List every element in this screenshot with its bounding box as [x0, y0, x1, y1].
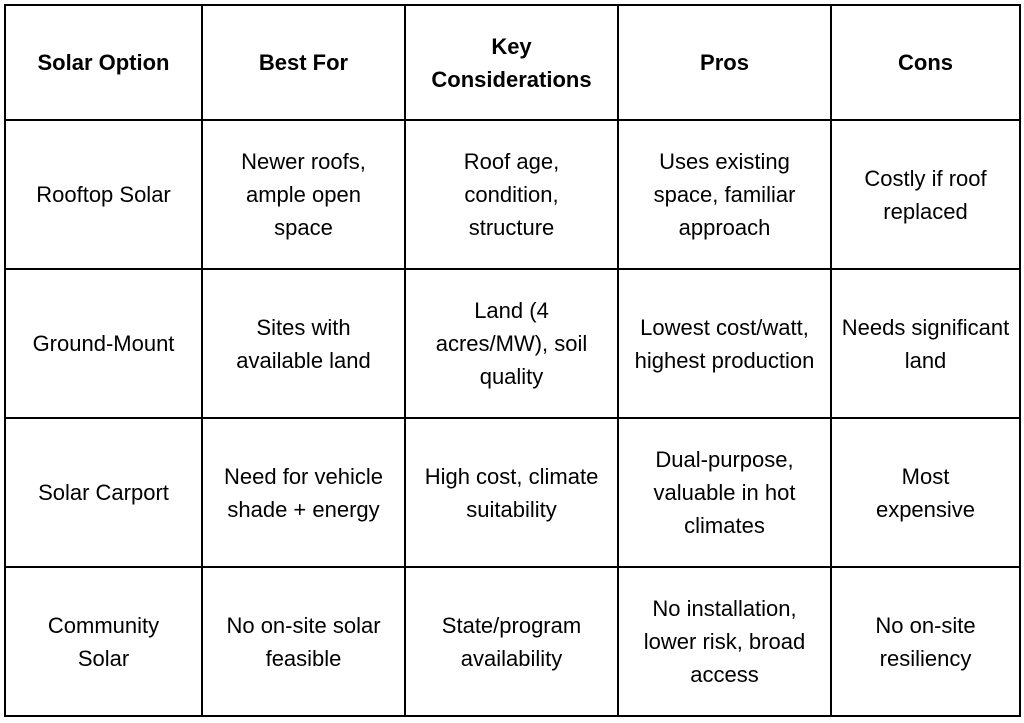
cell-cons: [831, 418, 1020, 567]
table-row: [5, 567, 1020, 716]
cell-pros: [618, 418, 831, 567]
cell-solar-option: [5, 120, 202, 269]
cell-solar-option: [5, 269, 202, 418]
table-row: [5, 120, 1020, 269]
cell-text: Ground-Mount: [32, 331, 175, 356]
cell-text: Newer roofs, ample open space: [241, 149, 366, 240]
header-key-considerations: [405, 5, 618, 120]
cell-key-considerations: [405, 269, 618, 418]
solar-options-table-container: [4, 4, 1021, 717]
cell-text: Community Solar: [47, 612, 160, 671]
header-solar-option: [5, 5, 202, 120]
cell-text: Needs significant land: [841, 314, 1010, 373]
cell-best-for: [202, 567, 405, 716]
cell-best-for: [202, 418, 405, 567]
cell-text: No installation, lower risk, broad access: [643, 596, 806, 687]
header-label: Key Considerations: [431, 33, 592, 92]
cell-text: No on-site resiliency: [875, 612, 976, 671]
cell-text: Land (4 acres/MW), soil quality: [435, 298, 588, 389]
cell-best-for: [202, 269, 405, 418]
cell-pros: [618, 567, 831, 716]
cell-text: Lowest cost/watt, highest production: [634, 314, 815, 373]
table-row: [5, 269, 1020, 418]
cell-text: Most expensive: [875, 463, 976, 522]
header-row: [5, 5, 1020, 120]
solar-options-table: [4, 4, 1021, 717]
header-label: Solar Option: [37, 50, 170, 75]
cell-key-considerations: [405, 418, 618, 567]
header-label: Cons: [898, 50, 953, 75]
header-best-for: [202, 5, 405, 120]
cell-text: Rooftop Solar: [36, 182, 171, 207]
cell-key-considerations: [405, 567, 618, 716]
table-header: [5, 5, 1020, 120]
cell-text: Sites with available land: [236, 314, 371, 373]
cell-text: No on-site solar feasible: [226, 612, 381, 671]
cell-pros: [618, 269, 831, 418]
cell-text: Solar Carport: [38, 480, 169, 505]
cell-text: High cost, climate suitability: [424, 463, 599, 522]
cell-cons: [831, 269, 1020, 418]
cell-text: Roof age, condition, structure: [463, 149, 560, 240]
header-cons: [831, 5, 1020, 120]
cell-cons: [831, 120, 1020, 269]
table-body: [5, 120, 1020, 716]
cell-text: Dual-purpose, valuable in hot climates: [653, 447, 796, 538]
header-label: Pros: [700, 50, 749, 75]
cell-best-for: [202, 120, 405, 269]
cell-solar-option: [5, 418, 202, 567]
header-pros: [618, 5, 831, 120]
cell-text: Costly if roof replaced: [864, 165, 987, 224]
cell-text: Uses existing space, familiar approach: [653, 149, 796, 240]
cell-key-considerations: [405, 120, 618, 269]
table-row: [5, 418, 1020, 567]
header-label: Best For: [258, 50, 349, 75]
cell-text: State/program availability: [441, 612, 582, 671]
cell-cons: [831, 567, 1020, 716]
cell-pros: [618, 120, 831, 269]
cell-solar-option: [5, 567, 202, 716]
cell-text: Need for vehicle shade + energy: [224, 463, 383, 522]
